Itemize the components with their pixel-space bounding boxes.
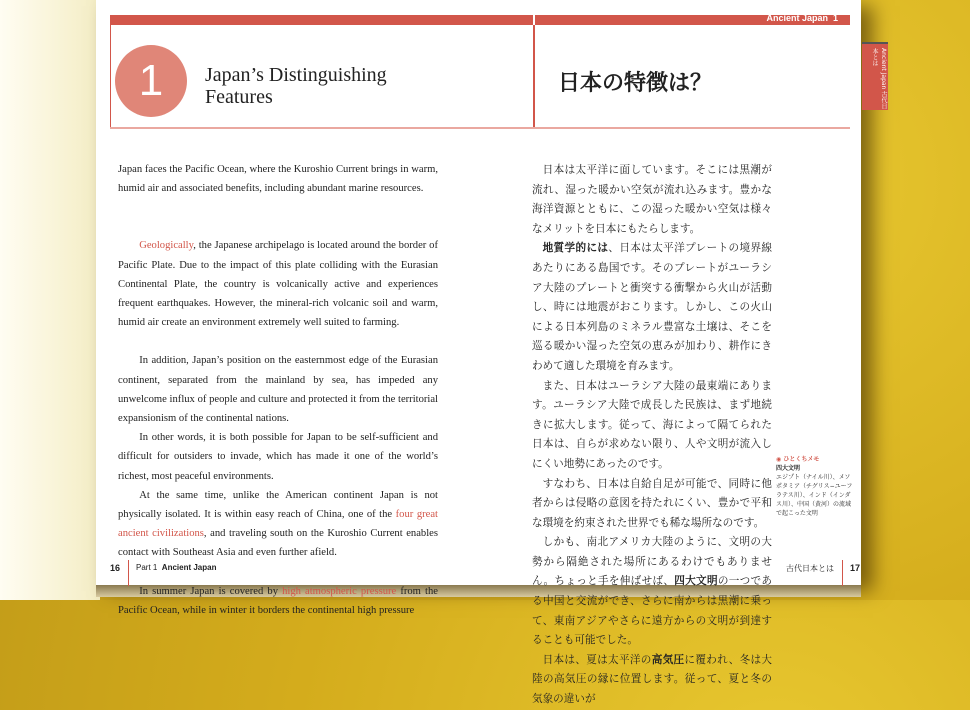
- memo-heading-text: ひとくちメモ: [783, 456, 820, 463]
- header-divider: [533, 25, 535, 127]
- memo-icon: ◉: [776, 456, 782, 463]
- title-japanese: 日本の特徴は？: [558, 71, 713, 96]
- paragraph: In addition, Japan’s position on the easternmost edge of the Eurasian continent, separated from the mainland by sea, has impeded any unwelcome influx of people and culture and protected it from the territorial expansionism of the continental nations.: [118, 355, 438, 425]
- paragraph-text: from the Pacific Ocean, while in winter it borders the continental high pressure: [118, 585, 438, 616]
- memo-text: エジプト（ナイル川）、メソポタミア（チグリス−ユーフラテス川）、インド（インダス川）、中国（黄河）の流域で起こった文明: [776, 474, 853, 517]
- header-left-border: [110, 25, 111, 127]
- paragraph: [532, 533, 772, 651]
- title-english: Japan’s Distinguishing Features: [205, 64, 387, 108]
- side-tab[interactable]: [862, 42, 888, 110]
- footer-part: [136, 563, 216, 572]
- page-number-right: 17: [850, 563, 861, 573]
- highlight-term: high atmospheric pressure: [282, 585, 397, 597]
- paragraph: [118, 236, 438, 332]
- highlight-term: Geologically: [139, 240, 194, 252]
- bold-term: 高気圧: [651, 653, 685, 666]
- paragraph: 日本は太平洋に面しています。そこには黒潮が流れ、湿った暖かい空気が流れ込みます。豊かな海洋資源とともに、この湿った暖かい空気は様々なメリットを日本にもたらします。: [532, 164, 772, 235]
- right-page-body: [532, 161, 772, 710]
- paragraph-text: に覆われ、冬は大陸の高気圧の縁に位置します。従って、夏と冬の気象の違いが: [532, 653, 773, 706]
- paragraph: すなわち、日本は自給自足が可能で、同時に他者からは侵略の意図を持たれにくい、豊かで平和な環境を約束された世界でも稀な場所なのです。: [532, 477, 772, 529]
- side-tab-en: Ancient Japan: [880, 48, 887, 90]
- paragraph-text: 、日本は太平洋プレートの境界線あたりにある島国です。そのプレートがユーラシア大陸のプレートと衝突する衝撃から火山が活動し、時には地震がおこります。しかし、この火山による日本列島のミネラル豊富な土壌は、そこを巡る暖かい湿った空気の恵みが加わり、耕作にきわめて適した環境を育みます。: [532, 242, 773, 372]
- paragraph-text: , and traveling south on the Kuroshio Current enables contact with Southeast Asia and even further afield.: [118, 528, 438, 559]
- paragraph-text: At the same time, unlike the American continent Japan is not physically isolated. It is within easy reach of China, one of the: [118, 489, 438, 521]
- header-bottom-rule: [110, 127, 850, 129]
- paragraph: Japan faces the Pacific Ocean, where the Kuroshio Current brings in warm, humid air and associated benefits, including abundant marine resources.: [118, 164, 438, 195]
- top-bar-right: [535, 15, 850, 25]
- side-memo: [776, 455, 854, 518]
- footer-right-title: 古代日本とは: [786, 564, 834, 573]
- paragraph-text: In summer Japan is covered by: [139, 585, 283, 597]
- footer-divider: [128, 560, 129, 586]
- running-title: [766, 13, 838, 23]
- page-number-left: 16: [110, 563, 121, 573]
- paragraph: [118, 486, 438, 563]
- highlight-term: four great ancient civilizations: [118, 509, 438, 540]
- chapter-number-badge: 1: [115, 45, 187, 117]
- bold-term: 四大文明: [674, 575, 718, 588]
- memo-heading: [776, 455, 854, 464]
- running-chapter-number: 1: [832, 13, 838, 23]
- paragraph-text: の一つである中国と交流ができ、さらに南からは黒潮に乗って、東南アジアやさらに遠方からの文明が到達することも可能でした。: [532, 575, 773, 647]
- paragraph-text: しかも、南北アメリカ大陸のように、文明の大勢から隔絶された場所にあるわけでもありません。ちょっと手を伸ばせば、: [532, 536, 772, 588]
- paragraph: [532, 651, 772, 710]
- bold-term: 地質学的には: [542, 242, 609, 255]
- side-tab-ja: 古代日本とは: [871, 48, 887, 110]
- paragraph: [118, 582, 438, 620]
- paragraph: また、日本はユーラシア大陸の最東端にあります。ユーラシア大陸で成長した民族は、まず地続きに拡大します。従って、海によって隔てられた日本は、自らが求めない限り、人や文明が流入しにくい地勢にあったのです。: [532, 379, 772, 470]
- left-page-body: [118, 160, 438, 620]
- paragraph-text: 日本は、夏は太平洋の: [542, 653, 652, 666]
- paragraph: In other words, it is both possible for Japan to be self-sufficient and difficult for outsiders to invade, which has made it one of the world’s richest, most peaceful environments.: [118, 432, 438, 482]
- running-title-text: Ancient Japan: [766, 13, 828, 23]
- paragraph-text: , the Japanese archipelago is located around the border of Pacific Plate. Due to the impact of this plate colliding with the Eurasian Continental Plate, the country is volcanically active and experiences frequent earthquakes. However, the mineral-rich volcanic soil and warm, humid air create an environment extremely well suited to farming.: [118, 240, 438, 329]
- footer-divider: [842, 560, 843, 586]
- footer-part-label: Part 1: [136, 563, 158, 572]
- footer-part-title: Ancient Japan: [161, 563, 217, 572]
- top-bar-left: [110, 15, 533, 25]
- paragraph: [532, 239, 772, 376]
- memo-term: 四大文明: [776, 465, 801, 472]
- background-left: [0, 0, 100, 600]
